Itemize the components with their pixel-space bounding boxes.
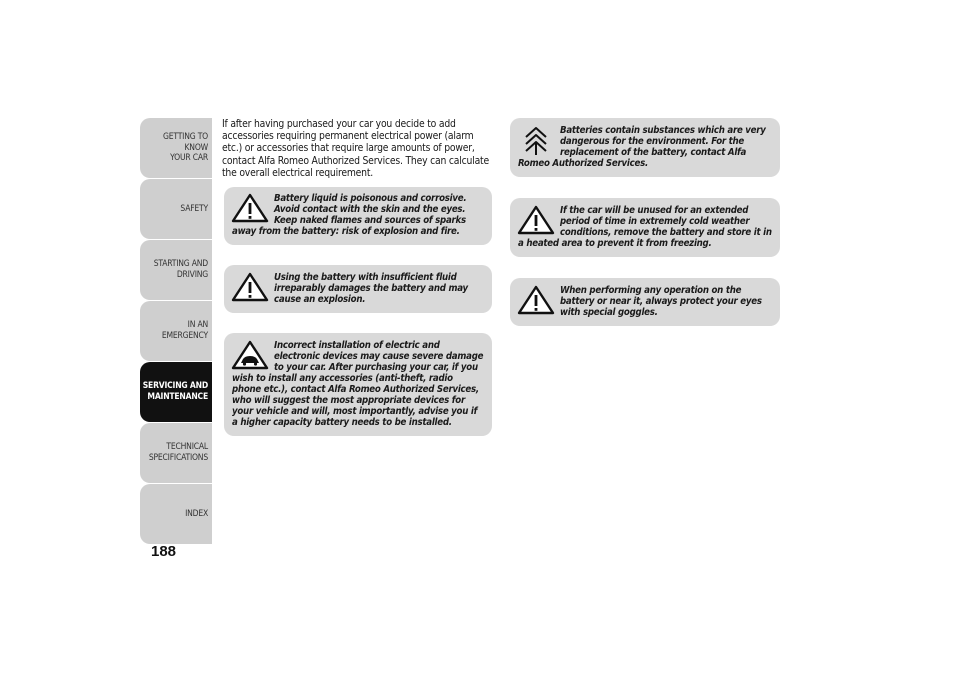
left-column (222, 118, 494, 456)
warning-text: If the car will be unused for an extended period of time in extremely cold weather conditions, remove the battery and store it in a heated area to prevent it from freezing. (518, 205, 772, 249)
warning-text: Battery liquid is poisonous and corrosive. Avoid contact with the skin and the eyes. Keep naked flames and sources of sparks away from the battery: risk of explosion and fire. (232, 193, 467, 238)
environment-box (510, 118, 780, 177)
warning-text: Using the battery with insufficient fluid irreparably damages the battery and may cause an explosion. (274, 272, 468, 306)
warning-triangle-icon (230, 271, 270, 303)
warning-box (224, 333, 492, 436)
warning-triangle-icon (516, 284, 556, 316)
car-damage-icon (230, 339, 270, 371)
environment-text: Batteries contain substances which are very dangerous for the environment. For the replacement of the battery, contact Alfa Romeo Authorized Services. (518, 125, 766, 169)
tab-starting-and-driving[interactable]: STARTING AND DRIVING (140, 240, 212, 300)
warning-box (224, 265, 492, 313)
warning-box (510, 278, 780, 326)
intro-paragraph: If after having purchased your car you decide to add accessories requiring permanent electrical power (alarm etc.) or accessories that require large amounts of power, contact Alfa Romeo Authorized Services. They can calculate the overall electrical requirement. (222, 118, 489, 179)
tab-index[interactable]: INDEX (140, 484, 212, 544)
right-column (510, 118, 780, 347)
warning-text: Incorrect installation of electric and electronic devices may cause severe damage to your car. After purchasing your car, if you wish to install any accessories (anti-theft, radio phone etc.), contact Alfa Romeo Authorized Services, who will suggest the most appropriate devices for your vehicle and will, most importantly, advise you if a higher capacity battery needs to be installed. (232, 340, 484, 429)
warning-box (224, 187, 492, 245)
tab-technical-specifications[interactable]: TECHNICAL SPECIFICATIONS (140, 423, 212, 483)
warning-triangle-icon (516, 204, 556, 236)
warning-text: When performing any operation on the battery or near it, always protect your eyes with special goggles. (560, 285, 762, 318)
tab-servicing-and-maintenance[interactable]: SERVICING AND MAINTENANCE (140, 362, 212, 422)
warning-triangle-icon (230, 192, 270, 224)
warning-box (510, 198, 780, 257)
environment-icon (516, 124, 556, 156)
tab-getting-to-know-your-car[interactable]: GETTING TO KNOW YOUR CAR (140, 118, 212, 178)
tab-in-an-emergency[interactable]: IN AN EMERGENCY (140, 301, 212, 361)
tab-safety[interactable]: SAFETY (140, 179, 212, 239)
page-number: 188 (151, 543, 177, 560)
